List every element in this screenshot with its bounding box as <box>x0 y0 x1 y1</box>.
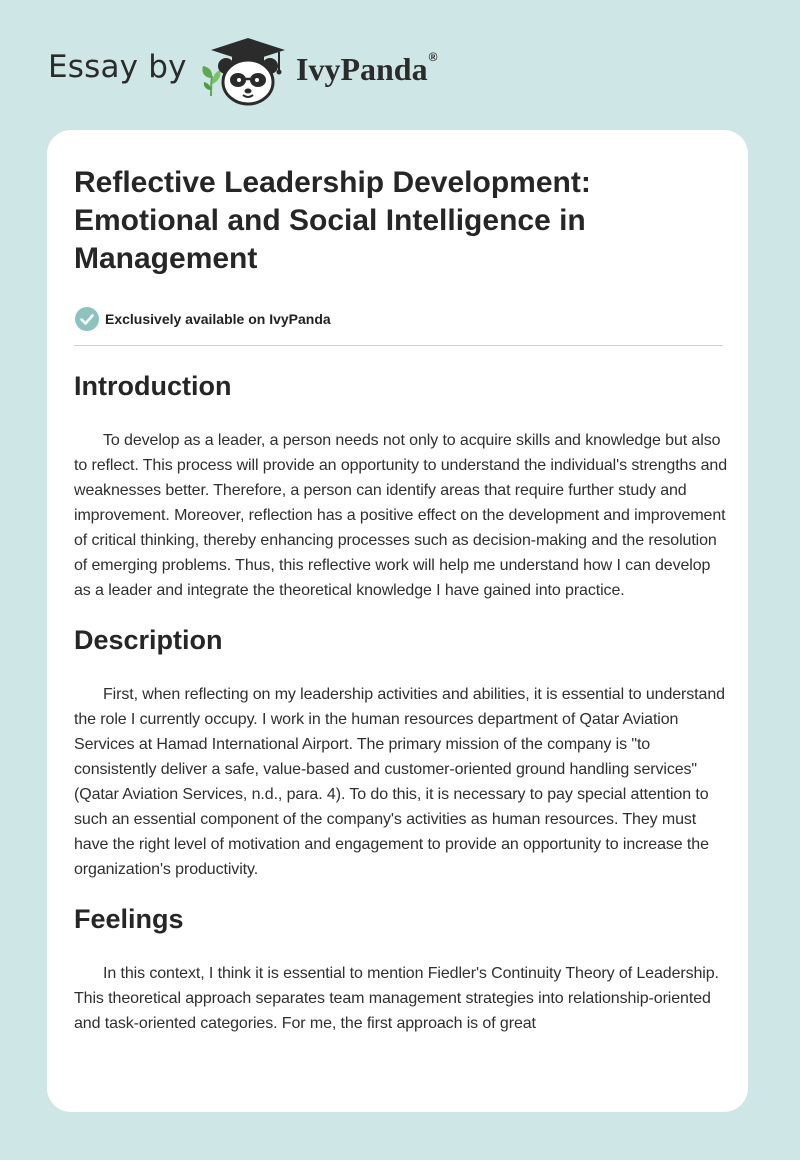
section-heading: Description <box>74 625 223 655</box>
section-heading: Feelings <box>74 904 184 934</box>
brand-name <box>296 50 438 87</box>
divider <box>74 345 723 346</box>
section-feelings <box>74 899 729 1036</box>
essay-content <box>74 366 729 1036</box>
section-paragraph: In this context, I think it is essential to mention Fiedler's Continuity Theory of Leadership. This theoretical approach separates team management strategies into relationship-oriented and task-oriented categories. For me, the first approach is of great <box>74 965 719 1032</box>
exclusive-badge <box>74 306 331 332</box>
exclusive-badge-label: Exclusively available on IvyPanda <box>105 311 331 327</box>
section-description <box>74 620 729 882</box>
check-circle-icon <box>74 306 100 332</box>
section-heading: Introduction <box>74 371 232 401</box>
section-paragraph: First, when reflecting on my leadership activities and abilities, it is essential to understand the role I currently occupy. I work in the human resources department of Qatar Aviation Services at Hamad International Airport. The primary mission of the company is "to consistently deliver a safe, value-based and customer-oriented ground handling services" (Qatar Aviation Services, n.d., para. 4). To do this, it is necessary to pay special attention to such an essential component of the company's activities as human resources. They must have the right level of motivation and engagement to provide an opportunity to increase the organization's productivity. <box>74 686 725 878</box>
section-paragraph: To develop as a leader, a person needs not only to acquire skills and knowledge but also to reflect. This process will provide an opportunity to understand the individual's strengths and weaknesses better. Therefore, a person can identify areas that require further study and improvement. Moreover, reflection has a positive effect on the development and improvement of critical thinking, thereby enhancing processes such as decision-making and the resolution of emerging problems. Thus, this reflective work will help me understand how I can develop as a leader and integrate the theoretical knowledge I have gained into practice. <box>74 432 727 599</box>
brand-text: IvyPanda <box>296 51 428 87</box>
panda-graduate-icon <box>205 36 291 108</box>
site-header <box>0 0 800 130</box>
registered-mark: ® <box>428 50 438 64</box>
section-introduction <box>74 366 729 603</box>
essay-card <box>47 130 748 1112</box>
essay-by-label: Essay by <box>48 49 187 85</box>
essay-title: Reflective Leadership Development: Emotional and Social Intelligence in Management <box>74 166 591 275</box>
